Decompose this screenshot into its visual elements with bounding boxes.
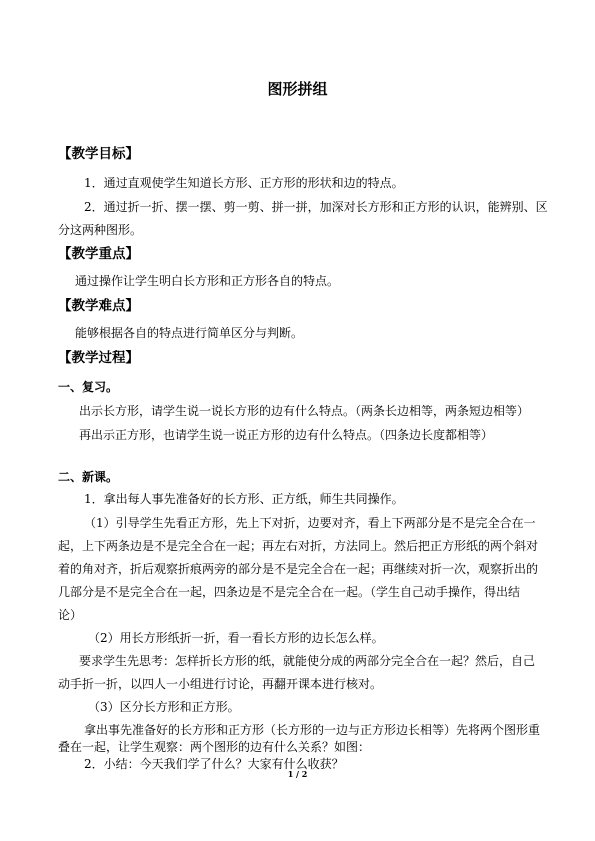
new-lesson-line-1: 1．拿出每人事先准备好的长方形、正方纸，师生共同操作。 — [84, 492, 404, 506]
review-line-1: 出示长方形，请学生说一说长方形的边有什么特点。（两条长边相等，两条短边相等） — [79, 404, 530, 418]
new-lesson-line-10: （3）区分长方形和正方形。 — [88, 700, 240, 714]
difficulty-paragraph: 能够根据各自的特点进行简单区分与判断。 — [75, 326, 304, 340]
goals-paragraph-2-line-1: 2．通过折一折、摆一摆、剪一剪、拼一拼，加深对长方形和正方形的认识，能辨别、区 — [84, 200, 548, 214]
new-lesson-line-12: 叠在一起，让学生观察：两个图形的边有什么关系？如图： — [58, 740, 371, 754]
page-title: 图形拼组 — [267, 80, 328, 98]
new-lesson-line-8: 要求学生先思考：怎样折长方形的纸，就能使分成的两部分完全合在一起？然后，自己 — [79, 654, 536, 668]
key-paragraph: 通过操作让学生明白长方形和正方形各自的特点。 — [75, 274, 340, 288]
goals-paragraph-1: 1．通过直观使学生知道长方形、正方形的形状和边的特点。 — [84, 176, 404, 190]
new-lesson-line-4: 着的角对齐，折后观察折痕两旁的部分是不是完全合在一起；再继续对折一次，观察折出的 — [58, 562, 539, 576]
section-heading-difficulty: 【教学难点】 — [58, 298, 139, 314]
page-number: 1 / 2 — [287, 769, 308, 779]
review-heading: 一、复习。 — [58, 380, 119, 394]
new-lesson-line-2: （1）引导学生先看正方形，先上下对折，边要对齐，看上下两部分是不是完全合在一 — [84, 516, 536, 530]
new-lesson-line-13: 2．小结：今天我们学了什么？大家有什么收获？ — [84, 757, 344, 771]
section-heading-process: 【教学过程】 — [58, 350, 139, 366]
section-heading-goals: 【教学目标】 — [58, 146, 139, 162]
new-lesson-line-7: （2）用长方形纸折一折，看一看长方形的边长怎么样。 — [88, 631, 384, 645]
goals-paragraph-2-line-2: 分这两种图形。 — [58, 223, 143, 237]
new-lesson-line-9: 动手折一折，以四人一小组进行讨论，再翻开课本进行核对。 — [58, 677, 383, 691]
new-lesson-line-11: 拿出事先准备好的长方形和正方形（长方形的一边与正方形边长相等）先将两个图形重 — [84, 723, 541, 737]
section-heading-key: 【教学重点】 — [58, 246, 139, 262]
new-lesson-line-6: 论） — [58, 608, 83, 622]
new-lesson-line-3: 起，上下两条边是不是完全合在一起；再左右对折，方法同上。然后把正方形纸的两个斜对 — [58, 539, 539, 553]
new-lesson-line-5: 几部分是不是完全合在一起，四条边是不是完全合在一起。（学生自己动手操作，得出结 — [58, 585, 521, 599]
review-line-2: 再出示正方形，也请学生说一说正方形的边有什么特点。（四条边长度都相等） — [79, 428, 494, 442]
new-lesson-heading: 二、新课。 — [58, 470, 119, 484]
